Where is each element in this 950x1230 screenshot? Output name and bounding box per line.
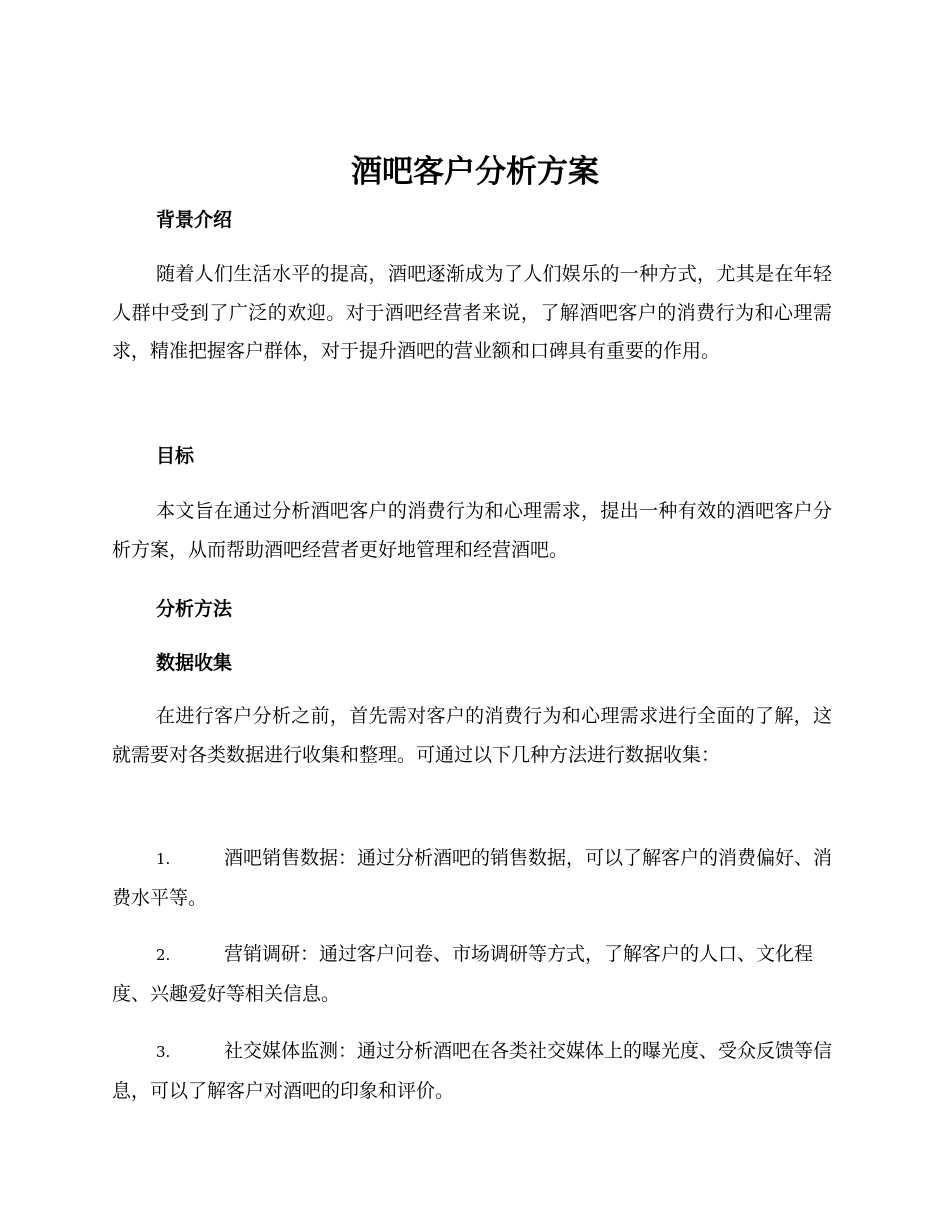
list-number: 2. [156, 946, 171, 964]
list-item [112, 839, 832, 917]
heading-data-collection: 数据收集 [156, 652, 233, 674]
list-text: 酒吧销售数据：通过分析酒吧的销售数据，可以了解客户的消费偏好、消费水平等。 [112, 847, 833, 909]
list-item [112, 935, 832, 1013]
paragraph-background: 随着人们生活水平的提高，酒吧逐渐成为了人们娱乐的一种方式，尤其是在年轻人群中受到了广泛的欢迎。对于酒吧经营者来说，了解酒吧客户的消费行为和心理需求，精准把握客户群体，对于提升酒吧的营业额和口碑具有重要的作用。 [112, 263, 832, 362]
list-text: 社交媒体监测：通过分析酒吧在各类社交媒体上的曝光度、受众反馈等信息，可以了解客户对酒吧的印象和评价。 [112, 1040, 833, 1102]
list-number: 1. [156, 850, 171, 868]
list-item [112, 1032, 832, 1110]
list-number: 3. [156, 1043, 171, 1061]
heading-method: 分析方法 [156, 598, 233, 620]
list-text: 营销调研：通过客户问卷、市场调研等方式，了解客户的人口、文化程度、兴趣爱好等相关信息。 [112, 943, 814, 1005]
heading-goal: 目标 [156, 445, 195, 467]
document-title: 酒吧客户分析方案 [351, 154, 599, 190]
paragraph-data-collection: 在进行客户分析之前，首先需对客户的消费行为和心理需求进行全面的了解，这就需要对各类数据进行收集和整理。可通过以下几种方法进行数据收集： [112, 705, 832, 766]
heading-background: 背景介绍 [156, 209, 233, 231]
paragraph-goal: 本文旨在通过分析酒吧客户的消费行为和心理需求，提出一种有效的酒吧客户分析方案，从而帮助酒吧经营者更好地管理和经营酒吧。 [112, 500, 832, 561]
